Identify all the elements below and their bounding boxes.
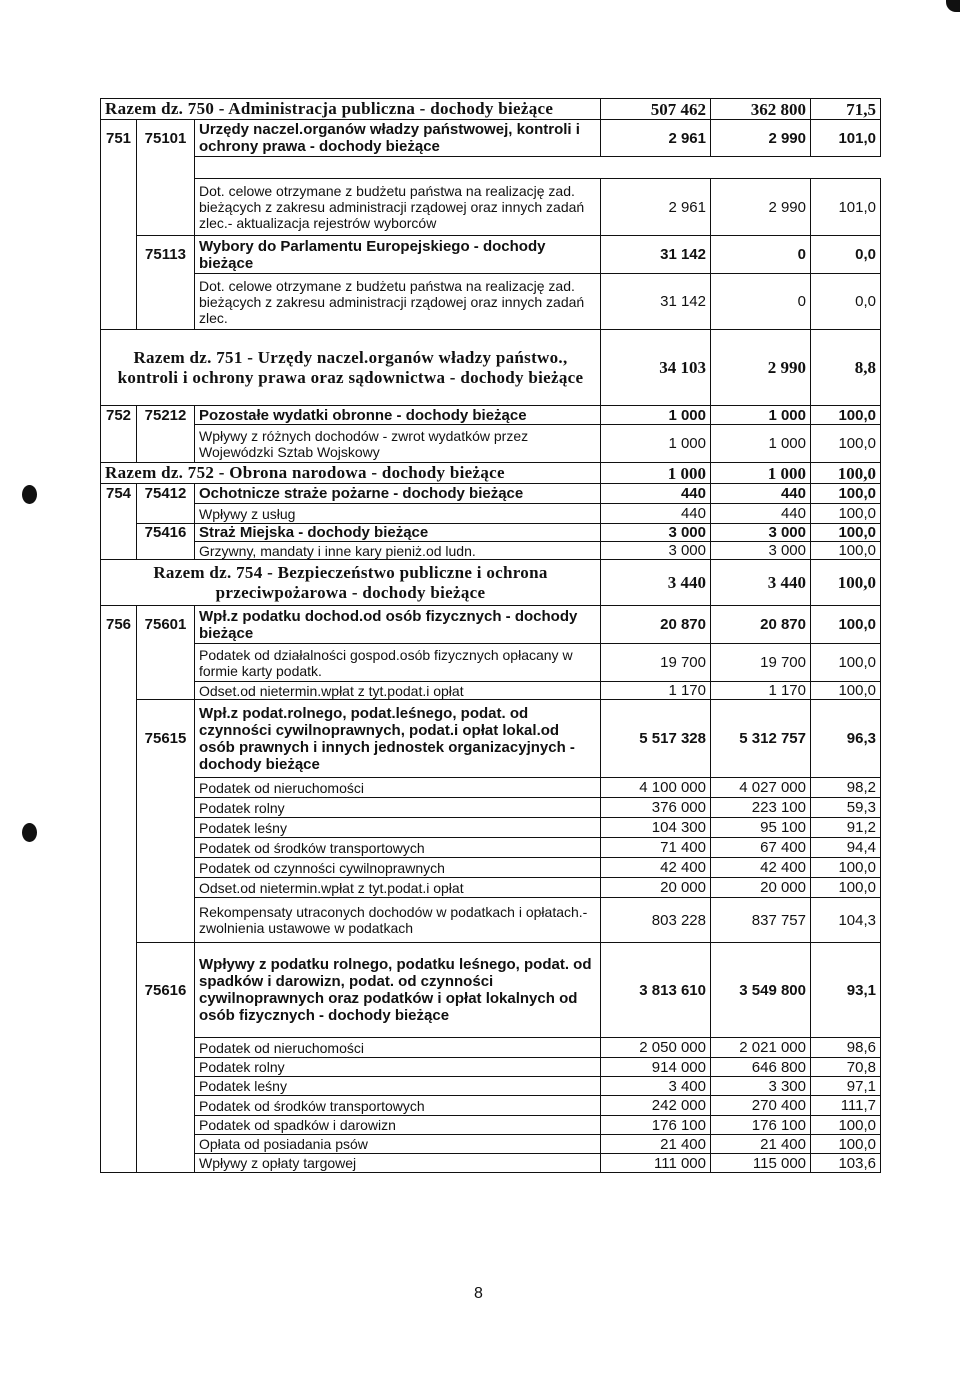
value-percent: 101,0 bbox=[811, 179, 881, 236]
value-plan: 42 400 bbox=[601, 858, 711, 878]
total-row bbox=[101, 330, 881, 406]
value-exec: 0 bbox=[711, 274, 811, 330]
detail-row bbox=[101, 644, 881, 682]
value-percent: 98,2 bbox=[811, 778, 881, 798]
subsection-code: 75601 bbox=[137, 606, 195, 644]
row-description: Dot. celowe otrzymane z budżetu państwa na realizację zad. bieżących z zakresu administracji rządowej oraz innych zadań zlec.- aktualizacja rejestrów wyborców bbox=[195, 179, 601, 236]
subsection-cell bbox=[137, 157, 195, 179]
row-description: Podatek od środków transportowych bbox=[195, 838, 601, 858]
total-row bbox=[101, 463, 881, 484]
table-row bbox=[101, 700, 881, 778]
value-plan: 104 300 bbox=[601, 818, 711, 838]
value-exec: 19 700 bbox=[711, 644, 811, 682]
value-plan: 3 813 610 bbox=[601, 943, 711, 1038]
subsection-code bbox=[137, 682, 195, 700]
subsection-code bbox=[137, 798, 195, 818]
value-exec: 2 021 000 bbox=[711, 1038, 811, 1058]
row-description: Odset.od nietermin.wpłat z tyt.podat.i opłat bbox=[195, 682, 601, 700]
subsection-code: 75616 bbox=[137, 943, 195, 1038]
detail-row bbox=[101, 878, 881, 898]
detail-row bbox=[101, 542, 881, 560]
subsection-code bbox=[137, 1038, 195, 1058]
detail-row bbox=[101, 778, 881, 798]
row-description: Podatek leśny bbox=[195, 818, 601, 838]
value-percent: 71,5 bbox=[811, 99, 881, 120]
value-plan: 2 050 000 bbox=[601, 1038, 711, 1058]
value-plan: 20 870 bbox=[601, 606, 711, 644]
subsection-code: 75101 bbox=[137, 120, 195, 157]
detail-row bbox=[101, 858, 881, 878]
section-code bbox=[101, 504, 137, 524]
subsection-code bbox=[137, 504, 195, 524]
page-number: 8 bbox=[474, 1285, 483, 1302]
value-exec: 20 870 bbox=[711, 606, 811, 644]
row-description: Wpływy z opłaty targowej bbox=[195, 1154, 601, 1173]
detail-row bbox=[101, 1096, 881, 1116]
subsection-code bbox=[137, 274, 195, 330]
value-exec: 3 300 bbox=[711, 1077, 811, 1096]
table-row bbox=[101, 524, 881, 542]
subsection-code bbox=[137, 1096, 195, 1116]
value-plan: 3 000 bbox=[601, 542, 711, 560]
value-percent: 100,0 bbox=[811, 484, 881, 504]
value-plan: 1 000 bbox=[601, 463, 711, 484]
section-code bbox=[101, 236, 137, 274]
detail-row bbox=[101, 1135, 881, 1154]
detail-row bbox=[101, 504, 881, 524]
value-exec: 176 100 bbox=[711, 1116, 811, 1135]
value-plan: 3 000 bbox=[601, 524, 711, 542]
value-exec: 440 bbox=[711, 504, 811, 524]
row-description: Wpł.z podatku dochod.od osób fizycznych - dochody bieżące bbox=[195, 606, 601, 644]
section-code: 751 bbox=[101, 120, 137, 157]
value-percent: 100,0 bbox=[811, 1135, 881, 1154]
value-exec: 5 312 757 bbox=[711, 700, 811, 778]
section-code bbox=[101, 1058, 137, 1077]
row-description: Wpł.z podat.rolnego, podat.leśnego, podat. od czynności cywilnoprawnych, podat.i opłat lokal.od osób prawnych i innych jednostek organizacyjnych - dochody bieżące bbox=[195, 700, 601, 778]
row-description: Podatek rolny bbox=[195, 1058, 601, 1077]
total-row bbox=[101, 560, 881, 606]
subsection-code bbox=[137, 858, 195, 878]
subsection-code bbox=[137, 1135, 195, 1154]
value-plan: 2 961 bbox=[601, 179, 711, 236]
subsection-code bbox=[137, 425, 195, 463]
value-plan: 3 400 bbox=[601, 1077, 711, 1096]
table-row bbox=[101, 943, 881, 1038]
value-percent: 97,1 bbox=[811, 1077, 881, 1096]
section-code: 756 bbox=[101, 606, 137, 644]
value-exec: 362 800 bbox=[711, 99, 811, 120]
value-exec: 270 400 bbox=[711, 1096, 811, 1116]
total-row bbox=[101, 99, 881, 120]
detail-row bbox=[101, 179, 881, 236]
row-description: Wybory do Parlamentu Europejskiego - dochody bieżące bbox=[195, 236, 601, 274]
subsection-code bbox=[137, 1058, 195, 1077]
section-code bbox=[101, 838, 137, 858]
value-exec: 115 000 bbox=[711, 1154, 811, 1173]
value-plan: 20 000 bbox=[601, 878, 711, 898]
detail-row bbox=[101, 898, 881, 943]
section-code bbox=[101, 1135, 137, 1154]
value-percent: 94,4 bbox=[811, 838, 881, 858]
row-description: Podatek od środków transportowych bbox=[195, 1096, 601, 1116]
subsection-code bbox=[137, 644, 195, 682]
subsection-code bbox=[137, 898, 195, 943]
row-description: Wpływy z usług bbox=[195, 504, 601, 524]
section-code bbox=[101, 1116, 137, 1135]
row-description: Podatek leśny bbox=[195, 1077, 601, 1096]
value-percent: 101,0 bbox=[811, 120, 881, 157]
subsection-code: 75212 bbox=[137, 406, 195, 425]
value-exec: 837 757 bbox=[711, 898, 811, 943]
table-row bbox=[101, 120, 881, 157]
total-label: Razem dz. 754 - Bezpieczeństwo publiczne i ochrona przeciwpożarowa - dochody bieżące bbox=[101, 560, 601, 606]
value-percent: 59,3 bbox=[811, 798, 881, 818]
row-description: Dot. celowe otrzymane z budżetu państwa na realizację zad. bieżących z zakresu administracji rządowej oraz innych zadań zlec. bbox=[195, 274, 601, 330]
value-percent: 100,0 bbox=[811, 644, 881, 682]
value-percent: 100,0 bbox=[811, 463, 881, 484]
detail-row bbox=[101, 274, 881, 330]
subsection-code bbox=[137, 778, 195, 798]
revenue-table bbox=[100, 98, 881, 1173]
section-code bbox=[101, 274, 137, 330]
value-plan: 176 100 bbox=[601, 1116, 711, 1135]
table-row bbox=[101, 236, 881, 274]
value-percent: 100,0 bbox=[811, 524, 881, 542]
spacer-cell bbox=[195, 157, 881, 179]
value-plan: 2 961 bbox=[601, 120, 711, 157]
subsection-code bbox=[137, 878, 195, 898]
section-code bbox=[101, 943, 137, 1038]
row-description: Urzędy naczel.organów władzy państwowej, kontroli i ochrony prawa - dochody bieżące bbox=[195, 120, 601, 157]
value-exec: 3 440 bbox=[711, 560, 811, 606]
value-exec: 3 549 800 bbox=[711, 943, 811, 1038]
section-code bbox=[101, 1038, 137, 1058]
value-plan: 914 000 bbox=[601, 1058, 711, 1077]
detail-row bbox=[101, 1154, 881, 1173]
total-label: Razem dz. 752 - Obrona narodowa - dochody bieżące bbox=[101, 463, 601, 484]
value-exec: 440 bbox=[711, 484, 811, 504]
value-exec: 1 000 bbox=[711, 406, 811, 425]
row-description: Podatek od nieruchomości bbox=[195, 778, 601, 798]
section-code bbox=[101, 682, 137, 700]
value-percent: 100,0 bbox=[811, 560, 881, 606]
value-exec: 3 000 bbox=[711, 524, 811, 542]
value-plan: 242 000 bbox=[601, 1096, 711, 1116]
row-description: Podatek od działalności gospod.osób fizycznych opłacany w formie karty podatk. bbox=[195, 644, 601, 682]
row-description: Podatek od nieruchomości bbox=[195, 1038, 601, 1058]
value-exec: 646 800 bbox=[711, 1058, 811, 1077]
table-row bbox=[101, 606, 881, 644]
section-code bbox=[101, 700, 137, 778]
section-code bbox=[101, 898, 137, 943]
value-percent: 100,0 bbox=[811, 542, 881, 560]
section-code bbox=[101, 778, 137, 798]
section-code bbox=[101, 179, 137, 236]
section-code bbox=[101, 1154, 137, 1173]
value-percent: 0,0 bbox=[811, 236, 881, 274]
value-percent: 100,0 bbox=[811, 504, 881, 524]
section-code bbox=[101, 1096, 137, 1116]
detail-row bbox=[101, 838, 881, 858]
value-plan: 507 462 bbox=[601, 99, 711, 120]
total-label: Razem dz. 750 - Administracja publiczna - dochody bieżące bbox=[101, 99, 601, 120]
value-percent: 100,0 bbox=[811, 606, 881, 644]
section-cell bbox=[101, 157, 137, 179]
row-description: Ochotnicze straże pożarne - dochody bieżące bbox=[195, 484, 601, 504]
value-plan: 34 103 bbox=[601, 330, 711, 406]
row-description: Opłata od posiadania psów bbox=[195, 1135, 601, 1154]
total-label: Razem dz. 751 - Urzędy naczel.organów władzy państwo., kontroli i ochrony prawa oraz sądownictwa - dochody bieżące bbox=[101, 330, 601, 406]
section-code: 752 bbox=[101, 406, 137, 425]
value-exec: 0 bbox=[711, 236, 811, 274]
punch-hole bbox=[22, 823, 37, 842]
value-exec: 21 400 bbox=[711, 1135, 811, 1154]
subsection-code bbox=[137, 1154, 195, 1173]
value-plan: 440 bbox=[601, 504, 711, 524]
punch-hole bbox=[22, 485, 37, 504]
value-exec: 67 400 bbox=[711, 838, 811, 858]
value-plan: 1 000 bbox=[601, 425, 711, 463]
detail-row bbox=[101, 1038, 881, 1058]
subsection-code: 75615 bbox=[137, 700, 195, 778]
value-exec: 3 000 bbox=[711, 542, 811, 560]
subsection-code: 75416 bbox=[137, 524, 195, 542]
value-exec: 95 100 bbox=[711, 818, 811, 838]
value-percent: 111,7 bbox=[811, 1096, 881, 1116]
row-description: Grzywny, mandaty i inne kary pieniż.od ludn. bbox=[195, 542, 601, 560]
value-percent: 70,8 bbox=[811, 1058, 881, 1077]
value-plan: 4 100 000 bbox=[601, 778, 711, 798]
section-code bbox=[101, 542, 137, 560]
value-plan: 21 400 bbox=[601, 1135, 711, 1154]
table-row bbox=[101, 406, 881, 425]
value-percent: 98,6 bbox=[811, 1038, 881, 1058]
value-percent: 103,6 bbox=[811, 1154, 881, 1173]
value-plan: 376 000 bbox=[601, 798, 711, 818]
value-plan: 31 142 bbox=[601, 236, 711, 274]
detail-row bbox=[101, 818, 881, 838]
value-plan: 803 228 bbox=[601, 898, 711, 943]
value-plan: 3 440 bbox=[601, 560, 711, 606]
scan-corner-mark bbox=[946, 0, 960, 12]
row-description: Podatek od czynności cywilnoprawnych bbox=[195, 858, 601, 878]
value-plan: 19 700 bbox=[601, 644, 711, 682]
value-exec: 42 400 bbox=[711, 858, 811, 878]
section-code bbox=[101, 1077, 137, 1096]
value-percent: 100,0 bbox=[811, 1116, 881, 1135]
value-percent: 93,1 bbox=[811, 943, 881, 1038]
subsection-code bbox=[137, 542, 195, 560]
section-code bbox=[101, 524, 137, 542]
value-percent: 100,0 bbox=[811, 858, 881, 878]
value-percent: 91,2 bbox=[811, 818, 881, 838]
value-exec: 223 100 bbox=[711, 798, 811, 818]
detail-row bbox=[101, 1116, 881, 1135]
value-plan: 111 000 bbox=[601, 1154, 711, 1173]
value-plan: 1 170 bbox=[601, 682, 711, 700]
section-code bbox=[101, 425, 137, 463]
value-percent: 100,0 bbox=[811, 878, 881, 898]
row-description: Odset.od nietermin.wpłat z tyt.podat.i opłat bbox=[195, 878, 601, 898]
row-description: Pozostałe wydatki obronne - dochody bieżące bbox=[195, 406, 601, 425]
value-percent: 100,0 bbox=[811, 425, 881, 463]
row-description: Wpływy z podatku rolnego, podatku leśnego, podat. od spadków i darowizn, podat. od czynności cywilnoprawnych oraz podatków i opłat lokalnych od osób fizycznych - dochody bieżące bbox=[195, 943, 601, 1038]
value-exec: 1 000 bbox=[711, 463, 811, 484]
detail-row bbox=[101, 682, 881, 700]
detail-row bbox=[101, 1077, 881, 1096]
value-percent: 104,3 bbox=[811, 898, 881, 943]
row-description: Wpływy z różnych dochodów - zwrot wydatków przez Wojewódzki Sztab Wojskowy bbox=[195, 425, 601, 463]
value-plan: 440 bbox=[601, 484, 711, 504]
section-code bbox=[101, 644, 137, 682]
row-description: Podatek od spadków i darowizn bbox=[195, 1116, 601, 1135]
section-code: 754 bbox=[101, 484, 137, 504]
row-description: Podatek rolny bbox=[195, 798, 601, 818]
section-code bbox=[101, 858, 137, 878]
subsection-code: 75412 bbox=[137, 484, 195, 504]
value-percent: 8,8 bbox=[811, 330, 881, 406]
section-code bbox=[101, 798, 137, 818]
detail-row bbox=[101, 425, 881, 463]
value-plan: 1 000 bbox=[601, 406, 711, 425]
section-code bbox=[101, 818, 137, 838]
subsection-code bbox=[137, 179, 195, 236]
value-percent: 0,0 bbox=[811, 274, 881, 330]
value-exec: 2 990 bbox=[711, 120, 811, 157]
value-percent: 96,3 bbox=[811, 700, 881, 778]
value-exec: 1 000 bbox=[711, 425, 811, 463]
table-row bbox=[101, 484, 881, 504]
section-code bbox=[101, 878, 137, 898]
value-exec: 2 990 bbox=[711, 179, 811, 236]
value-percent: 100,0 bbox=[811, 682, 881, 700]
row-description: Rekompensaty utraconych dochodów w podatkach i opłatach.- zwolnienia ustawowe w podatkach bbox=[195, 898, 601, 943]
subsection-code bbox=[137, 1077, 195, 1096]
value-exec: 20 000 bbox=[711, 878, 811, 898]
value-exec: 4 027 000 bbox=[711, 778, 811, 798]
subsection-code: 75113 bbox=[137, 236, 195, 274]
value-plan: 71 400 bbox=[601, 838, 711, 858]
detail-row bbox=[101, 798, 881, 818]
value-exec: 2 990 bbox=[711, 330, 811, 406]
subsection-code bbox=[137, 1116, 195, 1135]
spacer-row bbox=[101, 157, 881, 179]
subsection-code bbox=[137, 818, 195, 838]
row-description: Straż Miejska - dochody bieżące bbox=[195, 524, 601, 542]
value-plan: 5 517 328 bbox=[601, 700, 711, 778]
value-exec: 1 170 bbox=[711, 682, 811, 700]
value-percent: 100,0 bbox=[811, 406, 881, 425]
detail-row bbox=[101, 1058, 881, 1077]
subsection-code bbox=[137, 838, 195, 858]
value-plan: 31 142 bbox=[601, 274, 711, 330]
